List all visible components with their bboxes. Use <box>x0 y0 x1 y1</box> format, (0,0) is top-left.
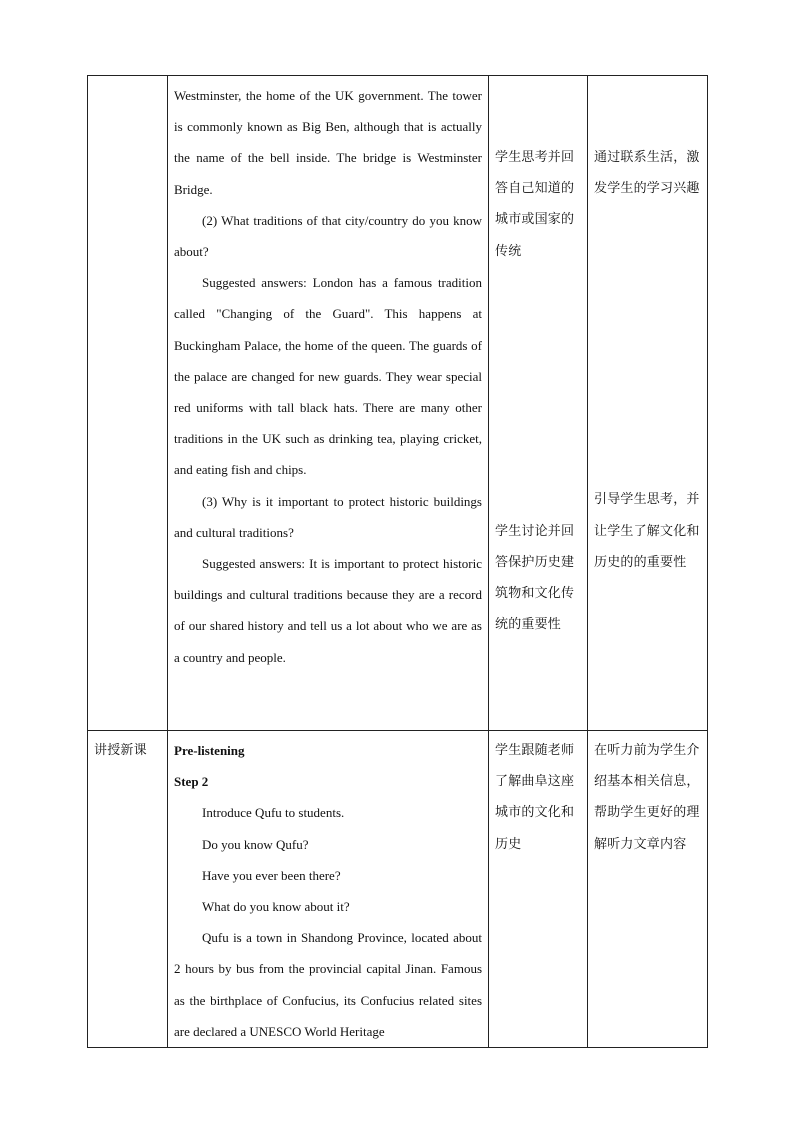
content-paragraph: Westminster, the home of the UK government. The tower is commonly known as Big Ben, although that is actually the name of the bell inside. The bridge is Westminster Bridge. <box>174 88 482 197</box>
student-activity-cell <box>489 76 588 731</box>
lesson-plan-table <box>87 75 708 1048</box>
student-activity-1: 学生思考并回答自己知道的城市或国家的传统 <box>495 150 575 259</box>
purpose: 在听力前为学生介绍基本相关信息，帮助学生更好的理解听力文章内容 <box>594 743 700 852</box>
table-row <box>88 76 708 731</box>
answer-3: Suggested answers: It is important to protect historic buildings and cultural traditions because they are a record of our shared history and tell us a lot about who we are as a country and people. <box>174 556 482 665</box>
purpose-2: 引导学生思考，并让学生了解文化和历史的的重要性 <box>594 492 700 570</box>
content-cell <box>168 731 489 1048</box>
qufu-paragraph: Qufu is a town in Shandong Province, located about 2 hours by bus from the provincial capital Jinan. Famous as the birthplace of Confucius, its Confucius related sites are declared a UNESCO World Heritage <box>174 930 482 1039</box>
stage-cell <box>88 731 168 1048</box>
student-activity: 学生跟随老师了解曲阜这座城市的文化和历史 <box>495 743 575 852</box>
answer-2: Suggested answers: London has a famous tradition called "Changing of the Guard". This happens at Buckingham Palace, the home of the queen. The guards of the palace are changed for new guards. They wear special red uniforms with tall black hats. There are many other traditions in the UK such as drinking tea, playing cricket, and eating fish and chips. <box>174 275 482 478</box>
step-label: Step 2 <box>174 774 209 790</box>
section-heading: Pre-listening <box>174 743 245 758</box>
stage-label: 讲授新课 <box>94 743 147 758</box>
question-line: Do you know Qufu? <box>202 836 309 852</box>
question-2: (2) What traditions of that city/country do you know about? <box>174 212 482 260</box>
intro-line: Introduce Qufu to students. <box>202 805 345 821</box>
purpose-cell <box>588 731 708 1048</box>
content-cell <box>168 76 489 731</box>
student-activity-cell <box>489 731 588 1048</box>
stage-cell <box>88 76 168 731</box>
question-line: What do you know about it? <box>202 899 350 915</box>
question-3: (3) Why is it important to protect historic buildings and cultural traditions? <box>174 493 482 540</box>
purpose-cell <box>588 76 708 731</box>
purpose-1: 通过联系生活，激发学生的学习兴趣 <box>594 150 700 197</box>
student-activity-2: 学生讨论并回答保护历史建筑物和文化传统的重要性 <box>495 523 575 633</box>
question-line: Have you ever been there? <box>202 867 341 883</box>
table-row <box>88 731 708 1048</box>
